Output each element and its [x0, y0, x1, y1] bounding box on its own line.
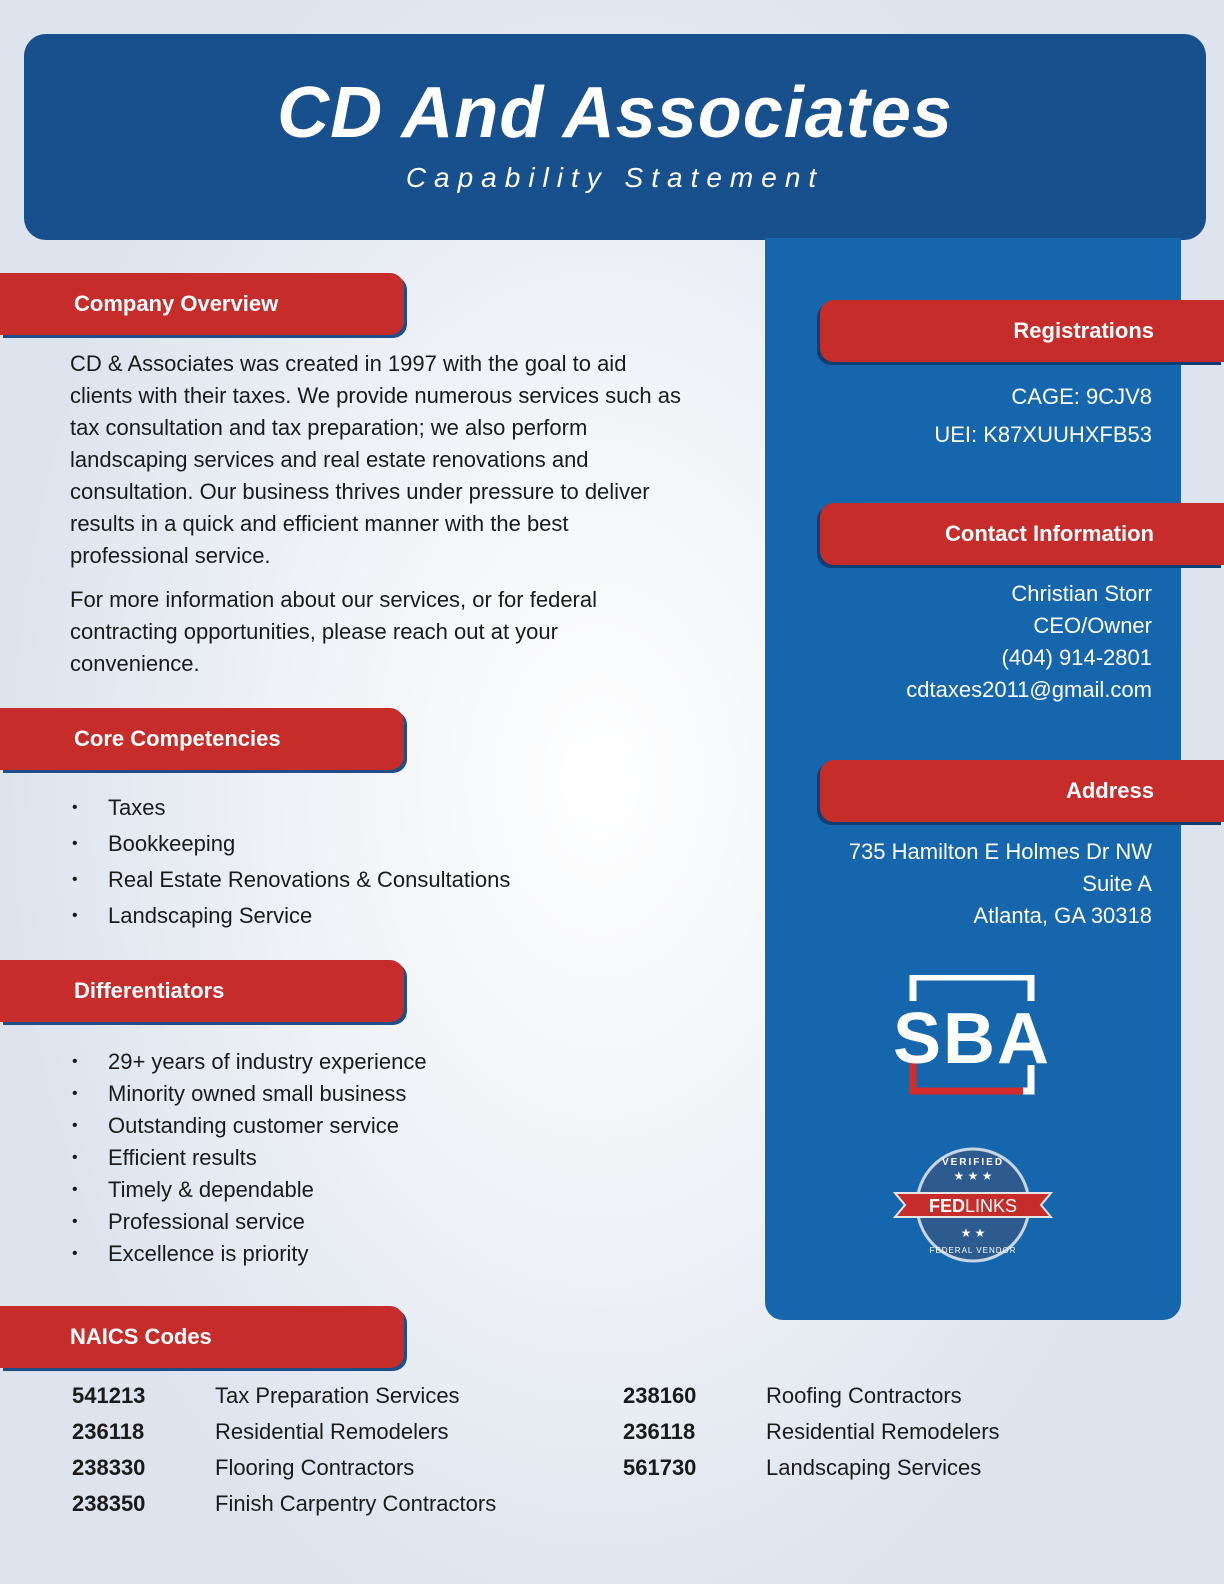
contact-information-heading: Contact Information	[820, 503, 1224, 565]
fedlinks-verified-badge-icon	[893, 1145, 1053, 1265]
naics-code: 236118	[623, 1419, 696, 1444]
list-item: • Taxes	[70, 790, 510, 826]
naics-description: Tax Preparation Services	[215, 1383, 460, 1408]
fed-fed-text: FED	[928, 1196, 965, 1216]
naics-code: 238350	[72, 1491, 146, 1516]
cage-code: CAGE: 9CJV8	[1011, 384, 1152, 409]
naics-row	[623, 1450, 1000, 1486]
header-banner	[24, 34, 1206, 240]
naics-description: Roofing Contractors	[766, 1383, 962, 1408]
list-item: • Efficient results	[70, 1142, 427, 1174]
list-item: • Real Estate Renovations & Consultations	[70, 862, 510, 898]
list-item: • Outstanding customer service	[70, 1110, 427, 1142]
fed-links-text: LINKS	[964, 1196, 1018, 1216]
naics-row	[72, 1486, 496, 1522]
naics-codes-heading: NAICS Codes	[0, 1306, 404, 1368]
naics-description: Landscaping Services	[766, 1455, 982, 1480]
list-item: • Timely & dependable	[70, 1174, 427, 1206]
contact-phone[interactable]: (404) 914-2801	[1001, 645, 1152, 670]
company-overview-text	[70, 348, 690, 680]
naics-code: 236118	[72, 1419, 145, 1444]
registrations-heading: Registrations	[820, 300, 1224, 362]
core-competencies-heading: Core Competencies	[0, 708, 404, 770]
sba-logo-text: SBA	[893, 999, 1052, 1079]
star-icon: ★ ★ ★	[953, 1169, 993, 1183]
star-icon: ★ ★	[960, 1226, 986, 1240]
naics-code: 238160	[623, 1383, 697, 1408]
naics-code: 561730	[623, 1455, 697, 1480]
naics-row	[623, 1378, 1000, 1414]
differentiators-heading: Differentiators	[0, 960, 404, 1022]
list-item: • 29+ years of industry experience	[70, 1046, 427, 1078]
contact-role: CEO/Owner	[1033, 613, 1152, 638]
svg-text:FEDLINKS	[929, 1196, 1017, 1216]
naics-description: Flooring Contractors	[215, 1455, 415, 1480]
naics-description: Finish Carpentry Contractors	[215, 1491, 497, 1516]
list-item: • Excellence is priority	[70, 1238, 427, 1270]
address-info	[849, 836, 1152, 932]
sba-logo-icon	[893, 975, 1053, 1100]
company-overview-heading: Company Overview	[0, 273, 404, 335]
naics-description: Residential Remodelers	[215, 1419, 449, 1444]
fed-vendor-text: FEDERAL VENDOR	[929, 1246, 1017, 1255]
naics-row	[72, 1414, 496, 1450]
naics-row	[72, 1378, 496, 1414]
overview-paragraph-1: CD & Associates was created in 1997 with the goal to aid clients with their taxes. We provide numerous services such as tax consultation and tax preparation; we also perform landscaping services and real estate renovations and consultation. Our business thrives under pressure to deliver results in a quick and efficient manner with the best professional service.	[70, 351, 681, 568]
naics-description: Residential Remodelers	[766, 1419, 1000, 1444]
naics-row	[623, 1414, 1000, 1450]
list-item: • Professional service	[70, 1206, 427, 1238]
list-item: • Minority owned small business	[70, 1078, 427, 1110]
contact-info	[906, 578, 1152, 706]
competencies-list	[70, 790, 510, 934]
address-line-2: Suite A	[1082, 871, 1152, 896]
address-heading: Address	[820, 760, 1224, 822]
registrations-info	[934, 378, 1152, 454]
address-line-1: 735 Hamilton E Holmes Dr NW	[848, 839, 1152, 864]
naics-code: 238330	[72, 1455, 146, 1480]
naics-row	[72, 1450, 496, 1486]
uei-code: UEI: K87XUUHXFB53	[934, 422, 1152, 447]
overview-paragraph-2: For more information about our services, or for federal contracting opportunities, please reach out at your convenience.	[70, 587, 598, 676]
naics-code: 541213	[72, 1383, 146, 1408]
naics-list-left	[72, 1378, 496, 1522]
address-line-3: Atlanta, GA 30318	[973, 903, 1152, 928]
page-subtitle: Capability Statement	[405, 162, 825, 193]
contact-name: Christian Storr	[1011, 581, 1152, 606]
fed-verified-text: VERIFIED	[941, 1157, 1005, 1168]
naics-list-right	[623, 1378, 1000, 1486]
list-item: • Bookkeeping	[70, 826, 510, 862]
differentiators-list	[70, 1046, 427, 1270]
contact-email[interactable]: cdtaxes2011@gmail.com	[906, 677, 1152, 702]
page-title: CD And Associates	[277, 73, 953, 153]
list-item: • Landscaping Service	[70, 898, 510, 934]
